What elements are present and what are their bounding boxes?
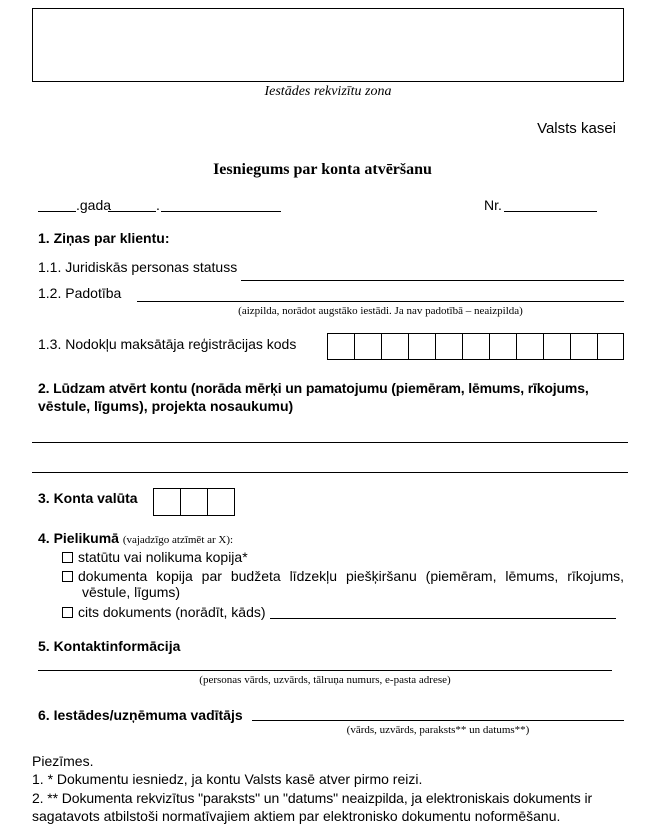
purpose-field-line1[interactable]: [32, 442, 628, 443]
gada-label: .gada: [76, 197, 112, 213]
nr-field[interactable]: [504, 211, 597, 212]
other-doc-field[interactable]: [270, 618, 616, 619]
section4-hint: (vajadzīgo atzīmēt ar X):: [122, 534, 234, 546]
section2-heading-line1: 2. Lūdzam atvērt kontu (norāda mērķi un pamatojumu (piemēram, lēmums, rīkojums,: [38, 380, 589, 396]
requisites-zone-box: [32, 8, 624, 82]
option-budget-doc-label: dokumenta kopija par budžeta līdzekļu piešķiršanu (piemēram, lēmums, rīkojums,: [78, 568, 624, 584]
section4-heading: 4. Pielikumā: [38, 530, 119, 546]
tax-code-cell[interactable]: [354, 333, 382, 360]
requisites-caption: Iestādes rekvizītu zona: [264, 84, 392, 99]
currency-cell[interactable]: [180, 488, 208, 516]
section5-heading: 5. Kontaktinformācija: [38, 638, 181, 654]
tax-code-cell[interactable]: [570, 333, 598, 360]
tax-code-cell[interactable]: [408, 333, 436, 360]
tax-code-cell[interactable]: [327, 333, 355, 360]
day-field[interactable]: [38, 211, 76, 212]
subordination-label: 1.2. Padotība: [38, 285, 122, 301]
contact-hint: (personas vārds, uzvārds, tālruņa numurs, e-pasta adrese): [199, 674, 451, 686]
tax-code-cell[interactable]: [381, 333, 409, 360]
option-statutes-label: statūtu vai nolikuma kopija*: [78, 549, 248, 565]
section6-heading: 6. Iestādes/uzņēmuma vadītājs: [38, 707, 243, 723]
legal-status-field[interactable]: [241, 280, 624, 281]
tax-code-cell[interactable]: [435, 333, 463, 360]
month-field[interactable]: [108, 211, 156, 212]
section3-heading: 3. Konta valūta: [38, 490, 138, 506]
subordination-field[interactable]: [137, 301, 624, 302]
tax-code-cell[interactable]: [489, 333, 517, 360]
head-signature-field[interactable]: [252, 720, 624, 721]
section2-heading-line2: vēstule, līgums), projekta nosaukumu): [38, 398, 294, 414]
currency-cell[interactable]: [207, 488, 235, 516]
note2-line2: sagatavots atbilstoši normatīvajiem aktiem par elektronisko dokumentu noformēšanu.: [32, 808, 561, 824]
option-budget-doc[interactable]: [62, 568, 624, 600]
checkbox-other[interactable]: [62, 607, 73, 618]
section4-heading-row: [38, 530, 233, 546]
checkbox-statutes[interactable]: [62, 552, 73, 563]
note1: 1. * Dokumentu iesniedz, ja kontu Valsts kasē atver pirmo reizi.: [32, 771, 423, 787]
purpose-field-line2[interactable]: [32, 472, 628, 473]
tax-code-cell[interactable]: [597, 333, 624, 360]
nr-label: Nr.: [484, 197, 502, 213]
date-rest-field[interactable]: [161, 211, 281, 212]
tax-code-cell[interactable]: [462, 333, 490, 360]
head-hint: (vārds, uzvārds, paraksts** un datums**): [346, 724, 530, 736]
subordination-hint: (aizpilda, norādot augstāko iestādi. Ja nav padotībā – neaizpilda): [238, 305, 523, 317]
option-other[interactable]: [62, 604, 266, 620]
option-budget-doc-label-cont: vēstule, līgums): [82, 584, 181, 600]
contact-field[interactable]: [38, 670, 612, 671]
tax-code-cell[interactable]: [516, 333, 544, 360]
legal-status-label: 1.1. Juridiskās personas statuss: [38, 259, 238, 275]
option-other-label: cits dokuments (norādīt, kāds): [78, 604, 266, 620]
checkbox-budget-doc[interactable]: [62, 571, 73, 582]
note2-line1: 2. ** Dokumenta rekvizītus "paraksts" un "datums" neaizpilda, ja elektroniskais dokuments ir: [32, 790, 593, 806]
date-separator: .: [156, 197, 160, 213]
page-title: Iesniegums par konta atvēršanu: [213, 161, 432, 178]
section1-heading: 1. Ziņas par klientu:: [38, 230, 170, 246]
addressee: Valsts kasei: [537, 120, 616, 137]
tax-code-label: 1.3. Nodokļu maksātāja reģistrācijas kods: [38, 336, 297, 352]
currency-cell[interactable]: [153, 488, 181, 516]
notes-title: Piezīmes.: [32, 753, 94, 769]
tax-code-cell[interactable]: [543, 333, 571, 360]
option-statutes[interactable]: [62, 549, 248, 565]
